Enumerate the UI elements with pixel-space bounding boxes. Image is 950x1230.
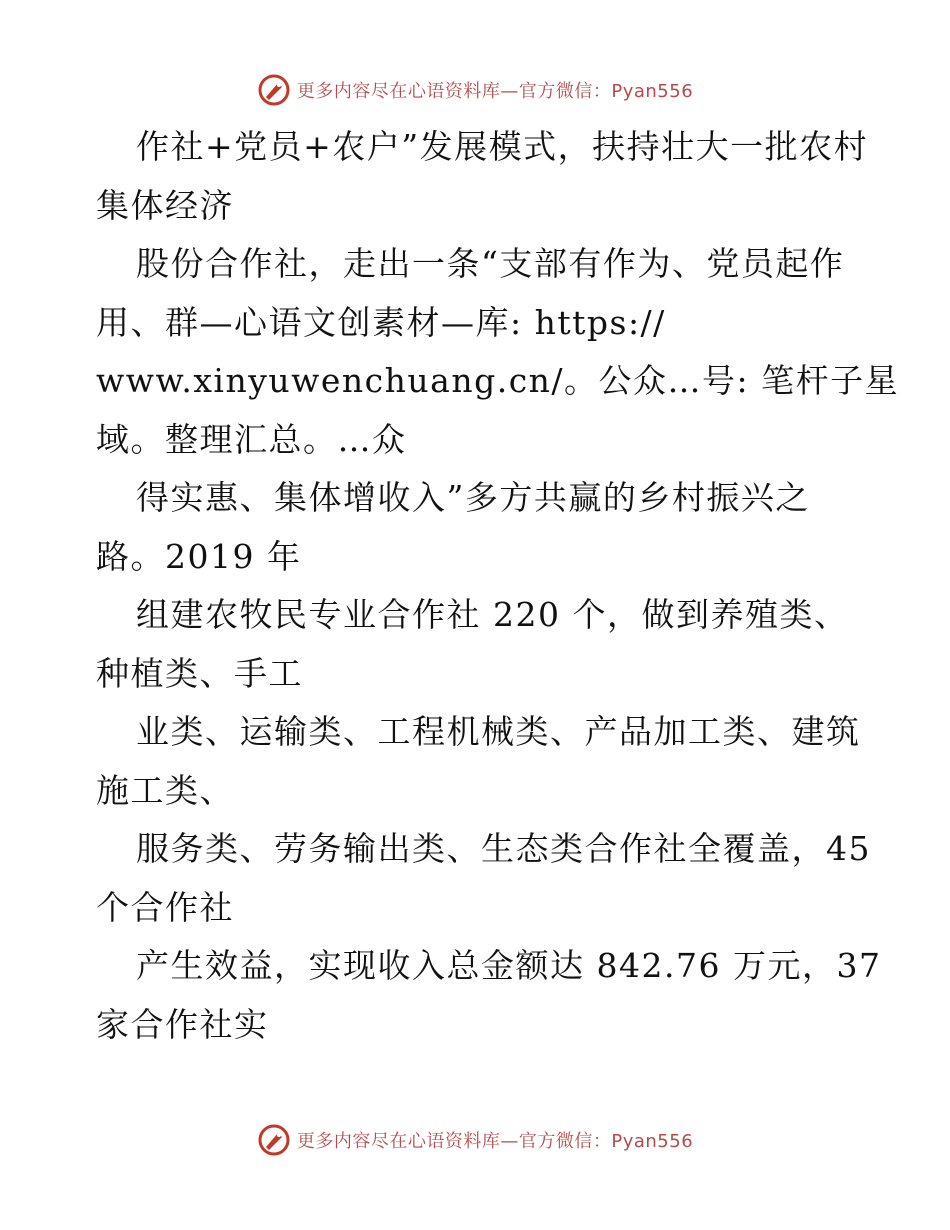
header-banner-text: 更多内容尽在心语资料库—官方微信：Pyan556	[296, 81, 694, 102]
text-line: 组建农牧民专业合作社 220 个，做到养殖类、	[136, 595, 849, 634]
footer-banner-text: 更多内容尽在心语资料库—官方微信：Pyan556	[296, 1131, 694, 1152]
text-line: 施工类、	[96, 770, 234, 810]
text-line: 得实惠、集体增收入”多方共赢的乡村振兴之	[136, 478, 810, 517]
text-line: 服务类、劳务输出类、生态类合作社全覆盖，45	[136, 829, 871, 868]
text-line: 集体经济	[96, 185, 234, 225]
text-line: 家合作社实	[96, 1004, 269, 1044]
pen-nib-logo-icon	[257, 1123, 291, 1157]
text-line: 个合作社	[96, 887, 234, 927]
footer-banner	[0, 1120, 950, 1160]
text-line: 业类、运输类、工程机械类、产品加工类、建筑	[136, 712, 861, 751]
text-line: 域。整理汇总。…众	[96, 419, 407, 459]
text-line: www.xinyuwenchuang.cn/。公众…号: 笔杆子星	[96, 361, 900, 400]
text-line: 用、群—心语文创素材—库: https://	[96, 302, 666, 342]
text-line: 路。2019 年	[96, 536, 302, 576]
text-line: 股份合作社，走出一条“支部有作为、党员起作	[136, 244, 845, 283]
text-line: 种植类、手工	[96, 653, 303, 693]
document-body	[96, 118, 900, 1054]
header-banner	[0, 70, 950, 110]
pen-nib-logo-icon	[257, 73, 291, 107]
text-line: 作社+党员+农户”发展模式，扶持壮大一批农村	[136, 127, 869, 166]
text-line: 产生效益，实现收入总金额达 842.76 万元，37	[136, 946, 882, 985]
